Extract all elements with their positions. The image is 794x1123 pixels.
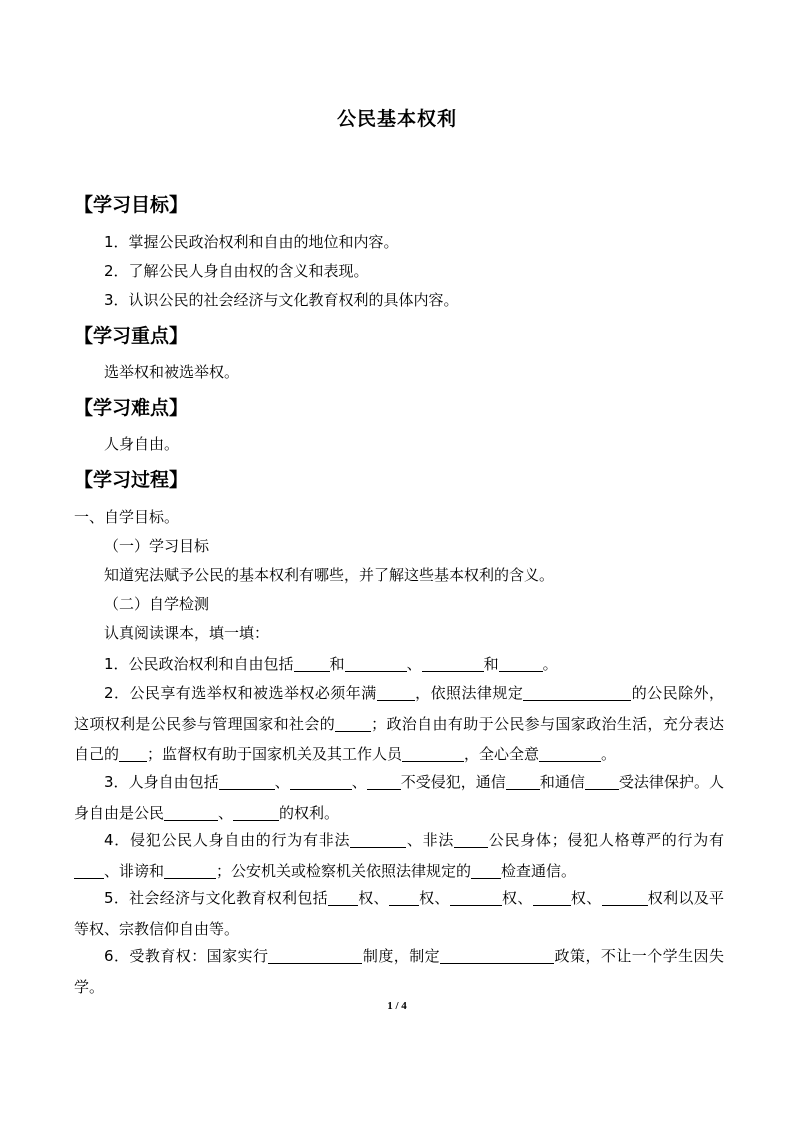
goals-heading: 【学习目标】: [74, 194, 189, 216]
answer-blank[interactable]: [539, 746, 601, 762]
question-6: [74, 941, 724, 1002]
q6-text-3: 政策，不让一个学生因失学。: [74, 947, 724, 996]
q5-text-3: 权、: [418, 889, 450, 907]
answer-blank[interactable]: [454, 832, 488, 848]
subsection-text-1: 知道宪法赋予公民的基本权利有哪些，并了解这些基本权利的含义。: [104, 566, 555, 584]
q4-text-1: 4．侵犯公民人身自由的行为有非法: [104, 831, 351, 849]
answer-blank[interactable]: [506, 774, 540, 790]
q2-text-2: ，依照法律规定: [414, 684, 524, 702]
answer-blank[interactable]: [219, 774, 275, 790]
q5-text-4: 权、: [501, 889, 533, 907]
goal-item-3: 3．认识公民的社会经济与文化教育权利的具体内容。: [104, 291, 459, 309]
answer-blank[interactable]: [499, 656, 543, 672]
q3-text-1: 3．人身自由包括: [104, 773, 219, 791]
subsection-text-2: 认真阅读课本，填一填：: [104, 624, 270, 642]
goal-item-1: 1．掌握公民政治权利和自由的地位和内容。: [104, 233, 399, 251]
q3-text-7: 、: [218, 803, 234, 822]
answer-blank[interactable]: [523, 685, 631, 701]
q3-text-8: 的权利。: [279, 803, 340, 822]
q5-text-2: 权、: [357, 889, 389, 907]
difficulty-text: 人身自由。: [104, 435, 180, 453]
q4-text-5: ；公安机关或检察机关依照法律规定的: [216, 861, 472, 880]
answer-blank[interactable]: [585, 774, 619, 790]
answer-blank[interactable]: [422, 656, 484, 672]
q4-text-2: 、非法: [406, 831, 455, 849]
q1-text-1: 1．公民政治权利和自由包括: [104, 655, 294, 673]
q1-text-4: 和: [483, 655, 499, 673]
answer-blank[interactable]: [74, 863, 104, 879]
difficulty-heading: 【学习难点】: [74, 397, 189, 419]
section-heading-1: 一、自学目标。: [74, 508, 180, 526]
answer-blank[interactable]: [402, 746, 464, 762]
answer-blank[interactable]: [164, 863, 216, 879]
q5-text-1: 5．社会经济与文化教育权利包括: [104, 889, 328, 907]
q1-text-2: 和: [329, 655, 345, 673]
answer-blank[interactable]: [533, 890, 571, 906]
answer-blank[interactable]: [233, 805, 279, 821]
q4-text-3: 公民身体；侵犯人格尊严的行为有: [488, 831, 724, 849]
q2-text-4: ；政治自由有助于公民参与国家政治生活，充分表达自己的: [74, 714, 724, 763]
answer-blank[interactable]: [389, 890, 419, 906]
q3-text-5: 和通信: [539, 773, 585, 791]
page-number: 1 / 4: [387, 1000, 407, 1012]
answer-blank[interactable]: [290, 774, 352, 790]
q2-text-7: 。: [601, 745, 617, 763]
goal-item-2: 2．了解公民人身自由权的含义和表现。: [104, 262, 369, 280]
page-title: 公民基本权利: [336, 108, 457, 130]
answer-blank[interactable]: [440, 948, 554, 964]
q3-text-4: 不受侵犯，通信: [400, 773, 506, 791]
q2-text-5: ；监督权有助于国家机关及其工作人员: [147, 745, 403, 763]
answer-blank[interactable]: [345, 656, 407, 672]
question-5: [74, 883, 724, 944]
question-4: [74, 825, 724, 886]
subsection-heading-1: （一）学习目标: [104, 537, 210, 555]
q3-text-3: 、: [351, 773, 367, 791]
answer-blank[interactable]: [377, 685, 415, 701]
q2-text-1: 2．公民享有选举权和被选举权必须年满: [104, 684, 377, 702]
q4-text-4: 、诽谤和: [104, 861, 165, 880]
q2-text-3: 的公民除外，这项权利是公民参与管理国家和社会的: [74, 684, 724, 733]
answer-blank[interactable]: [450, 890, 502, 906]
answer-blank[interactable]: [294, 656, 330, 672]
question-2: [74, 678, 724, 770]
answer-blank[interactable]: [164, 805, 218, 821]
q3-text-2: 、: [274, 773, 290, 791]
q5-text-5: 权、: [570, 889, 602, 907]
answer-blank[interactable]: [268, 948, 362, 964]
q3-text-6: 受法律保护。人身自由是公民: [74, 773, 724, 822]
focus-heading: 【学习重点】: [74, 325, 189, 347]
question-3: [74, 767, 724, 828]
process-heading: 【学习过程】: [74, 469, 189, 491]
q6-text-1: 6．受教育权：国家实行: [104, 947, 269, 965]
q5-text-6: 权利以及平等权、宗教信仰自由等。: [74, 889, 724, 938]
answer-blank[interactable]: [119, 746, 147, 762]
focus-text: 选举权和被选举权。: [104, 363, 240, 381]
answer-blank[interactable]: [602, 890, 648, 906]
subsection-heading-2: （二）自学检测: [104, 595, 210, 613]
q6-text-2: 制度，制定: [362, 947, 441, 965]
answer-blank[interactable]: [367, 774, 401, 790]
answer-blank[interactable]: [335, 716, 371, 732]
question-1: [74, 649, 724, 680]
q1-text-5: 。: [542, 655, 558, 673]
q2-text-6: ，全心全意: [464, 745, 540, 763]
answer-blank[interactable]: [350, 832, 406, 848]
answer-blank[interactable]: [328, 890, 358, 906]
q1-text-3: 、: [406, 655, 422, 673]
q4-text-6: 检查通信。: [501, 861, 577, 880]
answer-blank[interactable]: [471, 863, 501, 879]
